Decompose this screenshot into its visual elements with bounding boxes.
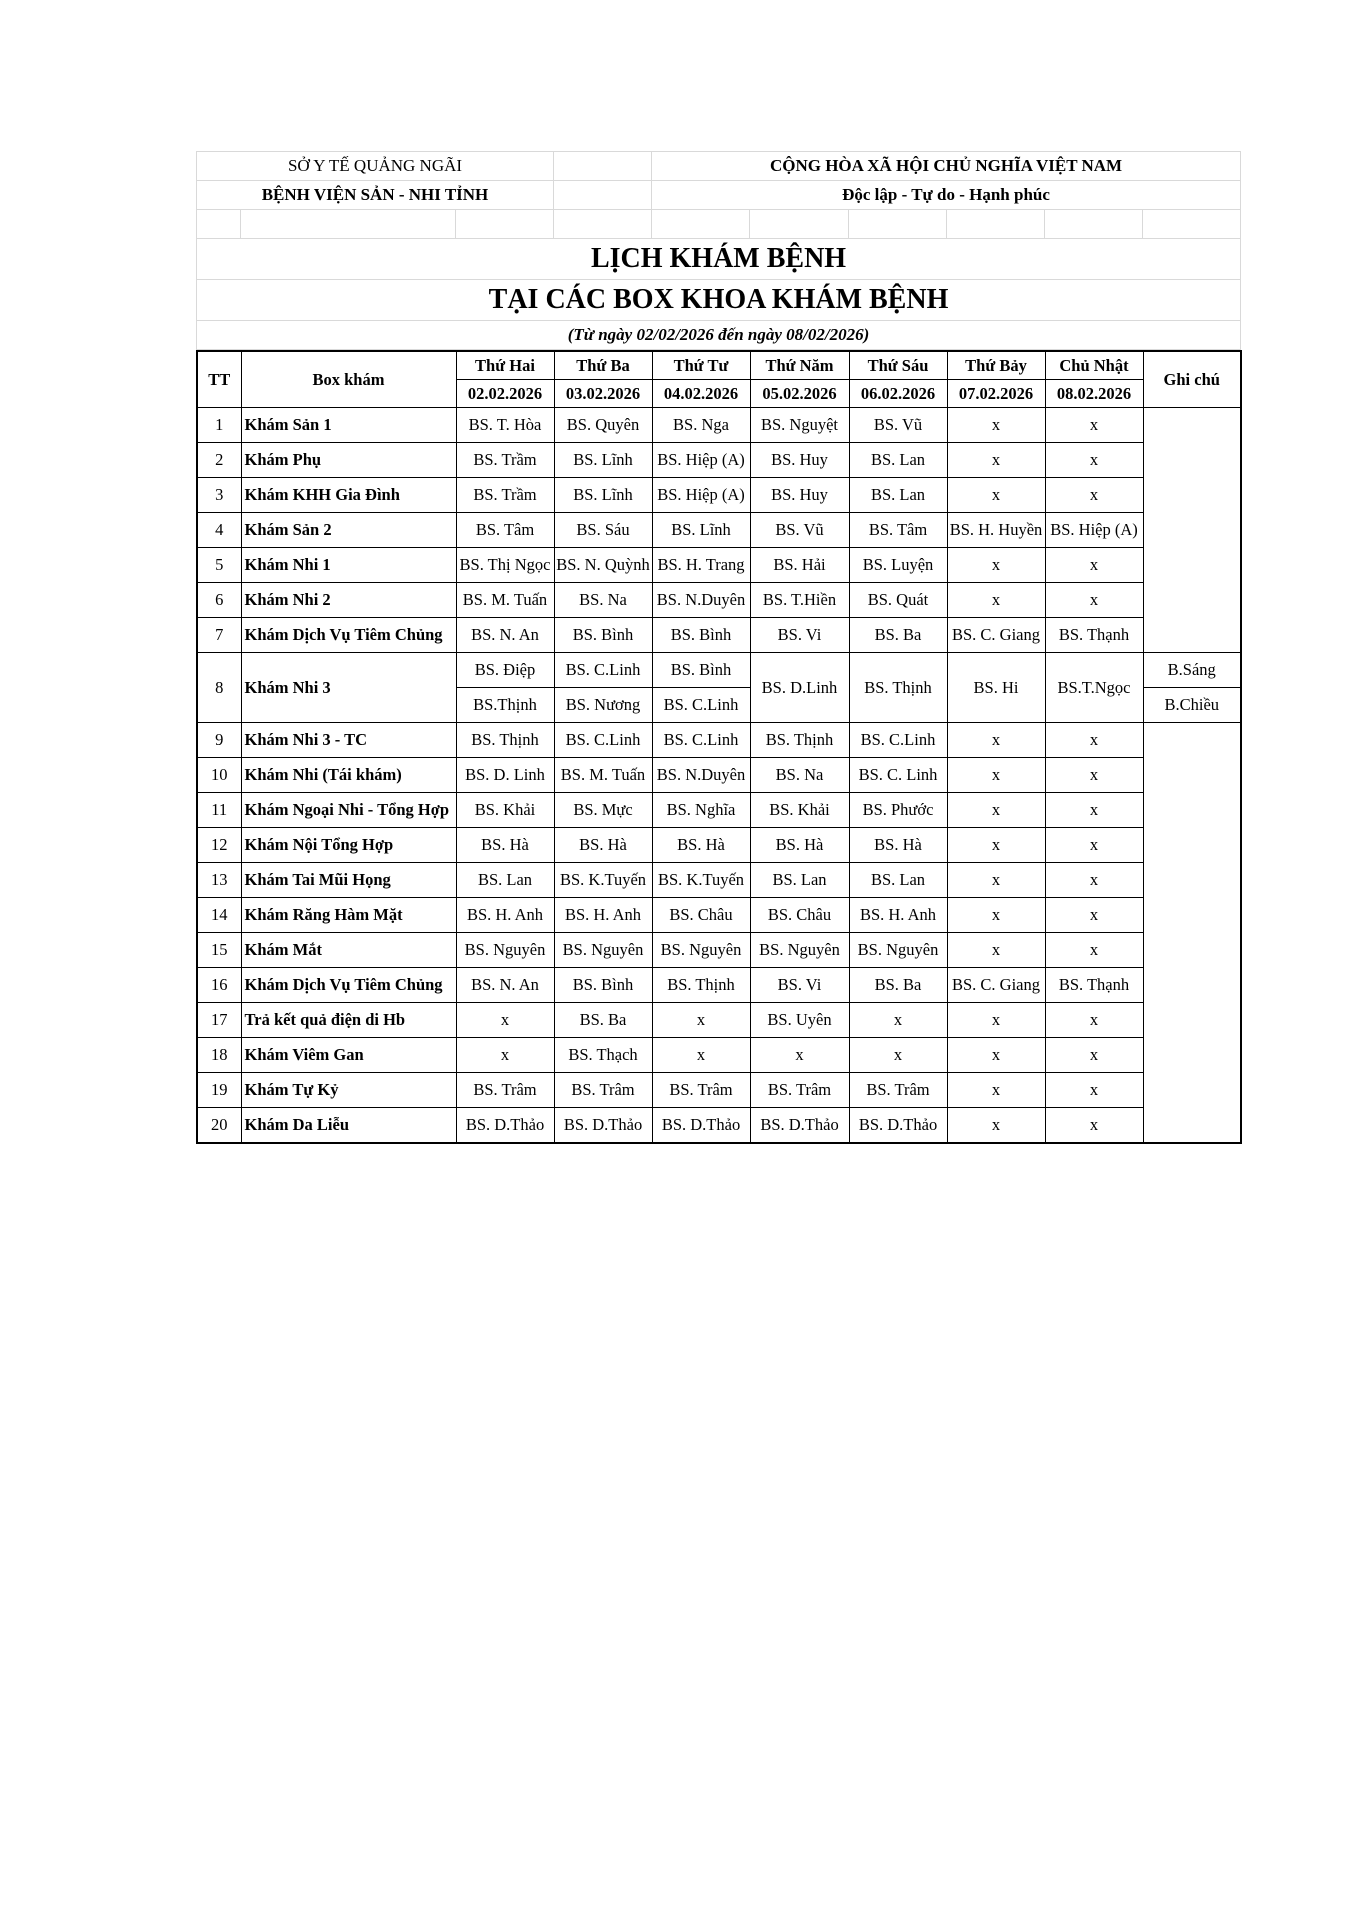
schedule-cell: x [456, 1038, 554, 1073]
schedule-cell: BS. Khải [456, 793, 554, 828]
row-number: 4 [197, 513, 241, 548]
hospital-name: BỆNH VIỆN SẢN - NHI TỈNH [197, 181, 554, 210]
schedule-cell: BS. Châu [750, 898, 849, 933]
schedule-cell: BS. Ba [849, 968, 947, 1003]
schedule-cell: x [652, 1038, 750, 1073]
schedule-cell: BS. H. Trang [652, 548, 750, 583]
schedule-cell: BS. Huy [750, 443, 849, 478]
schedule-cell: BS. K.Tuyến [554, 863, 652, 898]
page-subtitle: TẠI CÁC BOX KHOA KHÁM BỆNH [197, 280, 1241, 321]
schedule-cell: BS. Trầm [456, 478, 554, 513]
schedule-cell: BS. Điệp [456, 653, 554, 688]
box-name: Khám Phụ [241, 443, 456, 478]
table-row [197, 513, 1241, 548]
table-row [197, 828, 1241, 863]
schedule-cell: BS. T. Hòa [456, 408, 554, 443]
schedule-cell: BS. N.Duyên [652, 583, 750, 618]
schedule-cell: BS. Hi [947, 653, 1045, 723]
row-number: 17 [197, 1003, 241, 1038]
schedule-cell: BS. Lĩnh [652, 513, 750, 548]
schedule-cell: x [947, 1108, 1045, 1144]
schedule-cell: BS. Bình [652, 618, 750, 653]
schedule-cell: BS. Hà [750, 828, 849, 863]
schedule-cell: x [947, 758, 1045, 793]
schedule-cell: BS. Tâm [849, 513, 947, 548]
country-name: CỘNG HÒA XÃ HỘI CHỦ NGHĨA VIỆT NAM [652, 152, 1241, 181]
schedule-cell: BS.Thịnh [456, 688, 554, 723]
row-number: 11 [197, 793, 241, 828]
schedule-cell: BS. C.Linh [849, 723, 947, 758]
table-row [197, 933, 1241, 968]
column-header-date: 07.02.2026 [947, 380, 1045, 408]
schedule-cell: BS. Trâm [554, 1073, 652, 1108]
schedule-cell: BS. Trâm [456, 1073, 554, 1108]
schedule-cell: BS. Hà [456, 828, 554, 863]
column-header-date: 08.02.2026 [1045, 380, 1143, 408]
column-header-tt: TT [197, 351, 241, 408]
schedule-cell: BS. Hà [554, 828, 652, 863]
schedule-sheet [196, 151, 1240, 1144]
box-name: Khám Tai Mũi Họng [241, 863, 456, 898]
schedule-cell: BS. Nga [652, 408, 750, 443]
schedule-cell: BS. C.Linh [652, 723, 750, 758]
column-header-date: 02.02.2026 [456, 380, 554, 408]
schedule-cell: BS. Phước [849, 793, 947, 828]
schedule-cell: BS. D. Linh [456, 758, 554, 793]
box-name: Khám Dịch Vụ Tiêm Chủng [241, 968, 456, 1003]
schedule-cell: x [1045, 1073, 1143, 1108]
schedule-cell: BS. C. Giang [947, 618, 1045, 653]
schedule-cell: BS. Nghĩa [652, 793, 750, 828]
column-header-day: Thứ Ba [554, 351, 652, 380]
schedule-cell: BS. Khải [750, 793, 849, 828]
schedule-cell: BS. Hiệp (A) [652, 443, 750, 478]
table-row [197, 863, 1241, 898]
schedule-cell: BS. Hiệp (A) [652, 478, 750, 513]
schedule-cell: BS. D.Linh [750, 653, 849, 723]
table-row [197, 548, 1241, 583]
schedule-cell: BS. Vũ [750, 513, 849, 548]
schedule-cell: x [1045, 933, 1143, 968]
schedule-cell: x [947, 793, 1045, 828]
schedule-cell: BS. Quyên [554, 408, 652, 443]
schedule-cell: BS. H. Huyền [947, 513, 1045, 548]
note-cell [1143, 408, 1241, 653]
schedule-cell: BS. Lan [849, 478, 947, 513]
schedule-cell: BS. Luyện [849, 548, 947, 583]
schedule-cell: BS. Nương [554, 688, 652, 723]
table-row [197, 618, 1241, 653]
table-row [197, 968, 1241, 1003]
column-header-day: Thứ Tư [652, 351, 750, 380]
schedule-cell: BS. N. An [456, 618, 554, 653]
schedule-cell: x [1045, 898, 1143, 933]
row-number: 6 [197, 583, 241, 618]
box-name: Khám Răng Hàm Mặt [241, 898, 456, 933]
row-number: 14 [197, 898, 241, 933]
box-name: Khám Nội Tổng Hợp [241, 828, 456, 863]
schedule-cell: BS. Ba [849, 618, 947, 653]
schedule-cell: BS. Thịnh [849, 653, 947, 723]
schedule-cell: x [947, 583, 1045, 618]
schedule-cell: BS. Sáu [554, 513, 652, 548]
schedule-cell: x [947, 1003, 1045, 1038]
schedule-cell: x [750, 1038, 849, 1073]
schedule-cell: x [1045, 443, 1143, 478]
box-name: Trả kết quả điện di Hb [241, 1003, 456, 1038]
column-header-day: Thứ Hai [456, 351, 554, 380]
schedule-cell: BS. Bình [652, 653, 750, 688]
schedule-cell: BS. Lĩnh [554, 478, 652, 513]
box-name: Khám Sản 2 [241, 513, 456, 548]
row-number: 8 [197, 653, 241, 723]
table-row [197, 898, 1241, 933]
schedule-cell: x [1045, 583, 1143, 618]
schedule-cell: x [947, 408, 1045, 443]
schedule-cell: BS. M. Tuấn [554, 758, 652, 793]
schedule-cell: x [1045, 723, 1143, 758]
schedule-cell: x [1045, 408, 1143, 443]
schedule-cell: x [1045, 1108, 1143, 1144]
schedule-cell: x [947, 723, 1045, 758]
schedule-cell: BS. Thịnh [750, 723, 849, 758]
schedule-cell: BS. Na [750, 758, 849, 793]
schedule-cell: BS. Trâm [652, 1073, 750, 1108]
schedule-cell: BS. D.Thảo [849, 1108, 947, 1144]
schedule-cell: x [947, 828, 1045, 863]
schedule-cell: BS. N.Duyên [652, 758, 750, 793]
box-name: Khám Nhi (Tái khám) [241, 758, 456, 793]
box-name: Khám Da Liễu [241, 1108, 456, 1144]
schedule-cell: BS. Vi [750, 968, 849, 1003]
schedule-cell: x [947, 863, 1045, 898]
schedule-cell: BS. K.Tuyến [652, 863, 750, 898]
column-header-date: 05.02.2026 [750, 380, 849, 408]
schedule-cell: x [947, 478, 1045, 513]
row-number: 5 [197, 548, 241, 583]
column-header-day: Thứ Sáu [849, 351, 947, 380]
schedule-cell: x [947, 548, 1045, 583]
schedule-cell: BS. Thạch [554, 1038, 652, 1073]
schedule-cell: BS. Lan [750, 863, 849, 898]
box-name: Khám KHH Gia Đình [241, 478, 456, 513]
row-number: 7 [197, 618, 241, 653]
box-name: Khám Mắt [241, 933, 456, 968]
box-name: Khám Viêm Gan [241, 1038, 456, 1073]
schedule-cell: BS. Trâm [849, 1073, 947, 1108]
schedule-cell: x [1045, 758, 1143, 793]
schedule-cell: BS. H. Anh [456, 898, 554, 933]
schedule-cell: BS. Thạnh [1045, 618, 1143, 653]
schedule-cell: x [1045, 793, 1143, 828]
table-row [197, 583, 1241, 618]
schedule-cell: BS. T.Hiền [750, 583, 849, 618]
box-name: Khám Ngoại Nhi - Tổng Hợp [241, 793, 456, 828]
column-header-date: 03.02.2026 [554, 380, 652, 408]
schedule-cell: BS.T.Ngọc [1045, 653, 1143, 723]
table-row [197, 478, 1241, 513]
schedule-cell: x [947, 1038, 1045, 1073]
box-name: Khám Sản 1 [241, 408, 456, 443]
schedule-cell: BS. Châu [652, 898, 750, 933]
schedule-cell: BS. Mực [554, 793, 652, 828]
schedule-cell: BS. Vi [750, 618, 849, 653]
schedule-cell: BS. D.Thảo [750, 1108, 849, 1144]
schedule-cell: x [1045, 863, 1143, 898]
schedule-cell: BS. H. Anh [554, 898, 652, 933]
row-number: 2 [197, 443, 241, 478]
row-number: 10 [197, 758, 241, 793]
schedule-cell: BS. Nguyên [849, 933, 947, 968]
schedule-cell: BS. Nguyên [750, 933, 849, 968]
note-cell: B.Chiều [1143, 688, 1241, 723]
box-name: Khám Nhi 3 - TC [241, 723, 456, 758]
schedule-cell: BS. H. Anh [849, 898, 947, 933]
schedule-cell: BS. Hiệp (A) [1045, 513, 1143, 548]
schedule-cell: BS. Ba [554, 1003, 652, 1038]
schedule-cell: BS. Lan [849, 443, 947, 478]
schedule-cell: BS. M. Tuấn [456, 583, 554, 618]
schedule-cell: x [1045, 1003, 1143, 1038]
row-number: 3 [197, 478, 241, 513]
schedule-cell: x [947, 898, 1045, 933]
schedule-cell: BS. Thịnh [652, 968, 750, 1003]
row-number: 13 [197, 863, 241, 898]
schedule-cell: BS. D.Thảo [554, 1108, 652, 1144]
schedule-cell: x [849, 1003, 947, 1038]
box-name: Khám Dịch Vụ Tiêm Chủng [241, 618, 456, 653]
date-range: (Từ ngày 02/02/2026 đến ngày 08/02/2026) [197, 321, 1241, 350]
schedule-cell: x [1045, 548, 1143, 583]
table-row [197, 723, 1241, 758]
schedule-cell: BS. Quát [849, 583, 947, 618]
schedule-cell: BS. Bình [554, 968, 652, 1003]
table-row [197, 1038, 1241, 1073]
column-header-day: Thứ Năm [750, 351, 849, 380]
table-row [197, 653, 1241, 688]
schedule-cell: BS. Nguyên [456, 933, 554, 968]
schedule-cell: BS. Thị Ngọc [456, 548, 554, 583]
schedule-cell: BS. N. An [456, 968, 554, 1003]
schedule-cell: BS. C.Linh [554, 653, 652, 688]
schedule-cell: x [456, 1003, 554, 1038]
column-header-date: 06.02.2026 [849, 380, 947, 408]
schedule-cell: BS. Hà [849, 828, 947, 863]
schedule-cell: BS. D.Thảo [456, 1108, 554, 1144]
schedule-cell: BS. C.Linh [652, 688, 750, 723]
schedule-table [196, 350, 1242, 1144]
row-number: 15 [197, 933, 241, 968]
schedule-cell: BS. N. Quỳnh [554, 548, 652, 583]
table-row [197, 1003, 1241, 1038]
document-header [196, 151, 1241, 350]
box-name: Khám Nhi 2 [241, 583, 456, 618]
schedule-cell: BS. Lan [849, 863, 947, 898]
row-number: 12 [197, 828, 241, 863]
schedule-cell: BS. Bình [554, 618, 652, 653]
schedule-cell: x [1045, 1038, 1143, 1073]
schedule-cell: BS. Na [554, 583, 652, 618]
table-row [197, 408, 1241, 443]
table-row [197, 793, 1241, 828]
schedule-cell: BS. Huy [750, 478, 849, 513]
schedule-cell: BS. Thạnh [1045, 968, 1143, 1003]
national-motto: Độc lập - Tự do - Hạnh phúc [652, 181, 1241, 210]
schedule-cell: BS. Vũ [849, 408, 947, 443]
schedule-cell: BS. C. Linh [849, 758, 947, 793]
schedule-cell: BS. Uyên [750, 1003, 849, 1038]
column-header-day: Thứ Bảy [947, 351, 1045, 380]
schedule-cell: BS. Lĩnh [554, 443, 652, 478]
row-number: 19 [197, 1073, 241, 1108]
schedule-cell: BS. Trầm [456, 443, 554, 478]
row-number: 1 [197, 408, 241, 443]
schedule-cell: x [947, 933, 1045, 968]
agency-name: SỞ Y TẾ QUẢNG NGÃI [197, 152, 554, 181]
schedule-cell: x [1045, 478, 1143, 513]
box-name: Khám Nhi 3 [241, 653, 456, 723]
schedule-cell: BS. Lan [456, 863, 554, 898]
table-row [197, 443, 1241, 478]
column-header-note: Ghi chú [1143, 351, 1241, 408]
schedule-cell: x [1045, 828, 1143, 863]
table-row [197, 1073, 1241, 1108]
box-name: Khám Tự Kỷ [241, 1073, 456, 1108]
schedule-cell: BS. Hà [652, 828, 750, 863]
schedule-cell: BS. Nguyên [554, 933, 652, 968]
column-header-box: Box khám [241, 351, 456, 408]
schedule-cell: x [652, 1003, 750, 1038]
row-number: 20 [197, 1108, 241, 1144]
schedule-cell: BS. D.Thảo [652, 1108, 750, 1144]
row-number: 18 [197, 1038, 241, 1073]
schedule-cell: BS. Trâm [750, 1073, 849, 1108]
row-number: 9 [197, 723, 241, 758]
schedule-cell: x [947, 1073, 1045, 1108]
schedule-cell: BS. C. Giang [947, 968, 1045, 1003]
schedule-body [197, 408, 1241, 1144]
table-row [197, 758, 1241, 793]
box-name: Khám Nhi 1 [241, 548, 456, 583]
schedule-cell: BS. C.Linh [554, 723, 652, 758]
schedule-cell: BS. Thịnh [456, 723, 554, 758]
schedule-cell: BS. Nguyệt [750, 408, 849, 443]
column-header-date: 04.02.2026 [652, 380, 750, 408]
table-row [197, 1108, 1241, 1144]
note-cell [1143, 723, 1241, 1144]
schedule-cell: BS. Hải [750, 548, 849, 583]
page-title: LỊCH KHÁM BỆNH [197, 239, 1241, 280]
row-number: 16 [197, 968, 241, 1003]
column-header-day: Chủ Nhật [1045, 351, 1143, 380]
schedule-cell: x [947, 443, 1045, 478]
schedule-cell: BS. Tâm [456, 513, 554, 548]
schedule-cell: BS. Nguyên [652, 933, 750, 968]
schedule-cell: x [849, 1038, 947, 1073]
note-cell: B.Sáng [1143, 653, 1241, 688]
